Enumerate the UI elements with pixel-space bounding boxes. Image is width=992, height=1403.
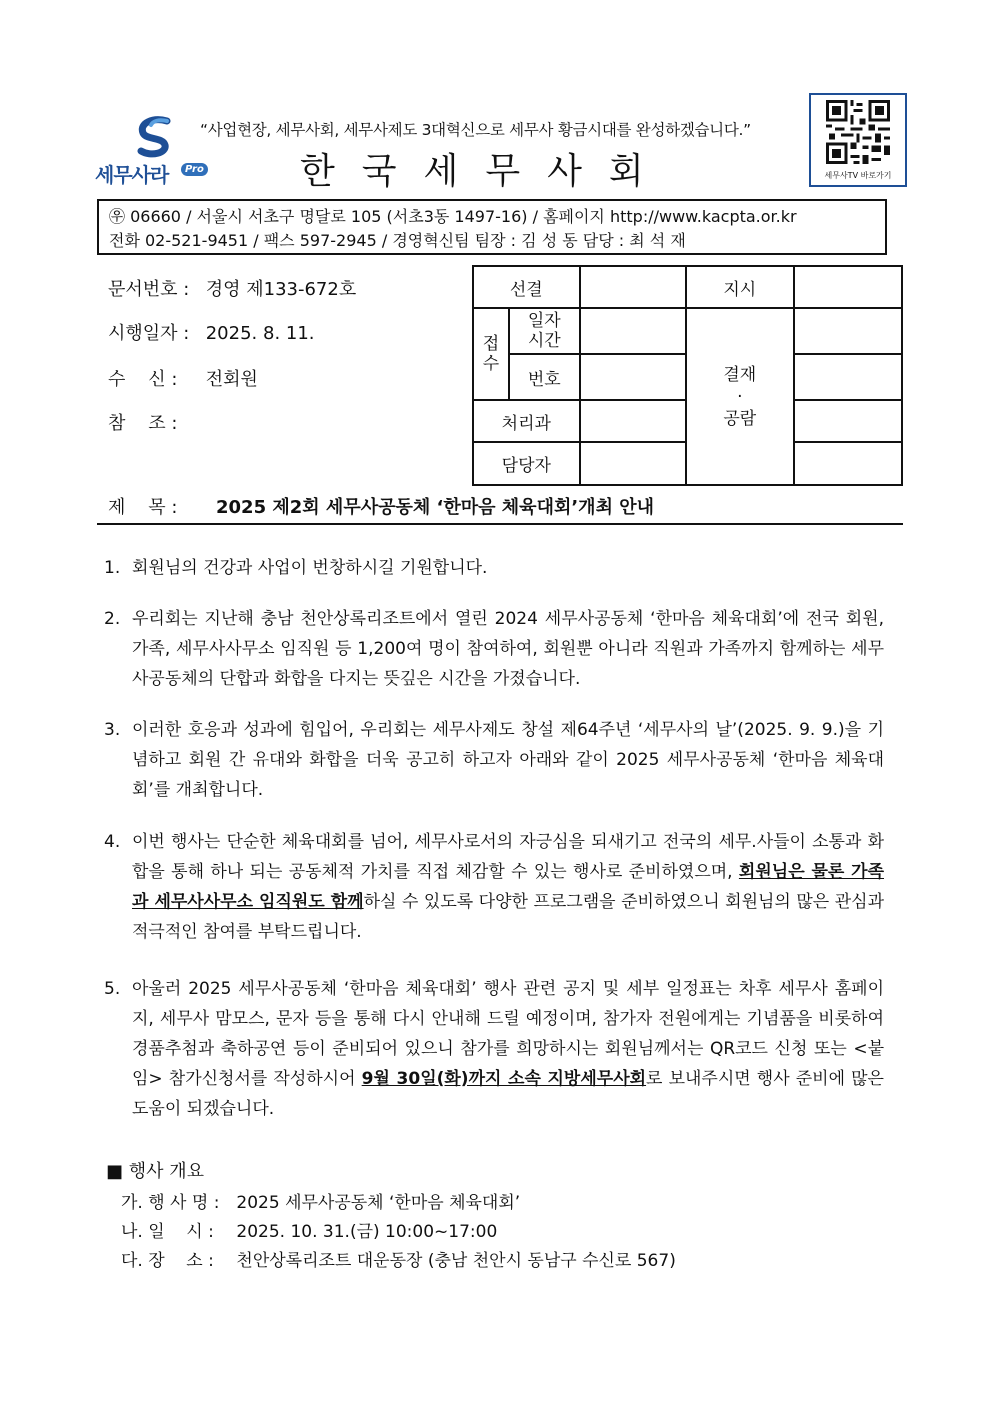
doc-number-value: 경영 제133-672호 xyxy=(205,279,357,300)
approval-dot: · xyxy=(737,386,743,407)
doc-number-label: 문서번호 : xyxy=(108,279,190,300)
overview-label: 나. 일 시 : xyxy=(121,1222,214,1242)
subject xyxy=(108,493,654,519)
review-text: 공람 xyxy=(723,408,757,429)
person-in-charge-label: 담당자 xyxy=(473,442,580,485)
recipient-value: 전회원 xyxy=(205,369,258,390)
overview-label: 가. 행 사 명 : xyxy=(121,1193,220,1213)
receipt-label xyxy=(473,308,509,400)
qr-code[interactable] xyxy=(809,93,907,187)
recipient-label: 수 신 : xyxy=(108,369,178,390)
paragraph-emphasis: 9월 30일(화)까지 소속 지방세무사회 xyxy=(361,1069,647,1089)
instruction-cell xyxy=(794,266,902,308)
approval-cell-2 xyxy=(794,354,902,400)
liaison-cell xyxy=(580,266,686,308)
qr-label: 세무사TV 바로가기 xyxy=(824,171,892,180)
subject-text: 2025 제2회 세무사공동체 ‘한마음 체육대회’개최 안내 xyxy=(216,497,655,518)
overview-item-date xyxy=(121,1217,497,1242)
address-box xyxy=(97,199,887,255)
receipt-text: 접수 xyxy=(482,334,500,374)
address-line-1: ㉾ 06660 / 서울시 서초구 명달로 105 (서초3동 1497-16) / 홈페이지 http://www.kacpta.or.kr xyxy=(109,207,797,226)
paragraph-number: 3. xyxy=(104,720,121,740)
paragraph-emphasis: 회원님은 물론 가족과 세무사사무소 임직원도 함께 xyxy=(132,862,884,912)
logo-badge: Pro xyxy=(181,163,208,176)
approval-review-label xyxy=(686,308,794,485)
overview-heading: ■ 행사 개요 xyxy=(106,1161,205,1182)
paragraph-3 xyxy=(104,715,884,805)
issue-date xyxy=(108,319,315,345)
paragraph-text: 이러한 호응과 성과에 힘입어, 우리회는 세무사제도 창설 제64주년 ‘세무사의 날’(2025. 9. 9.)을 기념하고 회원 간 유대와 화합을 더욱 공고히 하고자 아래와 같이 2025 세무사공동체 ‘한마음 체육대회’를 개최합니다. xyxy=(132,720,884,800)
processing-dept-label: 처리과 xyxy=(473,400,580,442)
paragraph-2 xyxy=(104,604,884,694)
paragraph-number: 5. xyxy=(104,979,121,999)
approval-table xyxy=(472,265,903,486)
org-name: 한국세무사회 xyxy=(300,151,671,192)
overview-value: 2025. 10. 31.(금) 10:00~17:00 xyxy=(236,1222,498,1242)
approval-cell-3 xyxy=(794,400,902,442)
paragraph-text-pre: 아울러 2025 세무사공동체 ‘한마음 체육대회’ 행사 관련 공지 및 세부 일정표는 차후 세무사 홈페이지, 세무사 맘모스, 문자 등을 통해 다시 안내해 드릴 예정이며, 참가자 전원에게는 기념품을 비롯하여 경품추첨과 축하공연 등이 준비되어 있으니 참가를 희망하시는 회원님께서는 QR코드 신청 또는 <붙임> 참가신청서를 작성하시어 xyxy=(132,979,884,1089)
slogan: “사업현장, 세무사회, 세무사제도 3대혁신으로 세무사 황금시대를 완성하겠습니다.” xyxy=(200,121,751,139)
paragraph-number: 4. xyxy=(104,832,121,852)
paragraph-text: 우리회는 지난해 충남 천안상록리조트에서 열린 2024 세무사공동체 ‘한마음 체육대회’에 전국 회원, 가족, 세무사사무소 임직원 등 1,200여 명이 참여하여, 회원뿐 아니라 직원과 가족까지 함께하는 세무사공동체의 단합과 화합을 다지는 뜻깊은 시간을 가졌습니다. xyxy=(132,609,884,689)
overview-value: 2025 세무사공동체 ‘한마음 체육대회’ xyxy=(236,1193,521,1213)
paragraph-text-pre: 이번 행사는 단순한 체육대회를 넘어, 세무사로서의 자긍심을 되새기고 전국의 세무.사들이 소통과 화합을 통해 하나 되는 공동체적 가치를 직접 체감할 수 있는 행사로 준비하였으며, xyxy=(132,832,884,882)
datetime-cell xyxy=(580,308,686,354)
overview-item-name xyxy=(121,1188,520,1213)
overview-label: 다. 장 소 : xyxy=(121,1251,214,1271)
recipient xyxy=(108,365,258,391)
overview-value: 천안상록리조트 대운동장 (충남 천안시 동남구 수신로 567) xyxy=(236,1251,676,1271)
instruction-label: 지시 xyxy=(686,266,794,308)
paragraph-5 xyxy=(104,974,884,1124)
reference xyxy=(108,409,200,435)
paragraph-text xyxy=(132,827,884,947)
subject-label: 제 목 : xyxy=(108,497,178,518)
paragraph-1 xyxy=(104,553,884,583)
address-line-2: 전화 02-521-9451 / 팩스 597-2945 / 경영혁신팀 팀장 : 김 성 동 담당 : 최 석 재 xyxy=(109,231,686,250)
logo-mark-icon xyxy=(133,115,177,159)
doc-number xyxy=(108,275,356,301)
processing-dept-cell xyxy=(580,400,686,442)
number-label: 번호 xyxy=(509,354,580,400)
approval-cell-1 xyxy=(794,308,902,354)
paragraph-text-post: 로 보내주시면 행사 준비에 많은 도움이 되겠습니다. xyxy=(132,1069,884,1119)
overview-item-venue xyxy=(121,1246,676,1271)
paragraph-4 xyxy=(104,827,884,947)
logo xyxy=(95,115,215,185)
liaison-label: 선결 xyxy=(473,266,580,308)
approval-cell-4 xyxy=(794,442,902,485)
approval-text: 결재 xyxy=(723,364,757,385)
issue-date-value: 2025. 8. 11. xyxy=(205,323,315,344)
logo-text: 세무사라 xyxy=(95,163,169,187)
paragraph-text xyxy=(132,974,884,1124)
divider xyxy=(97,523,903,525)
paragraph-number: 1. xyxy=(104,558,121,578)
person-in-charge-cell xyxy=(580,442,686,485)
paragraph-text: 회원님의 건강과 사업이 번창하시길 기원합니다. xyxy=(132,558,488,578)
number-cell xyxy=(580,354,686,400)
datetime-label: 일자 시간 xyxy=(509,308,580,354)
paragraph-number: 2. xyxy=(104,609,121,629)
reference-label: 참 조 : xyxy=(108,413,178,434)
paragraph-text-post: 하실 수 있도록 다양한 프로그램을 준비하였으니 회원님의 많은 관심과 적극적인 참여를 부탁드립니다. xyxy=(132,892,884,942)
qr-code-icon xyxy=(822,100,894,164)
issue-date-label: 시행일자 : xyxy=(108,323,190,344)
